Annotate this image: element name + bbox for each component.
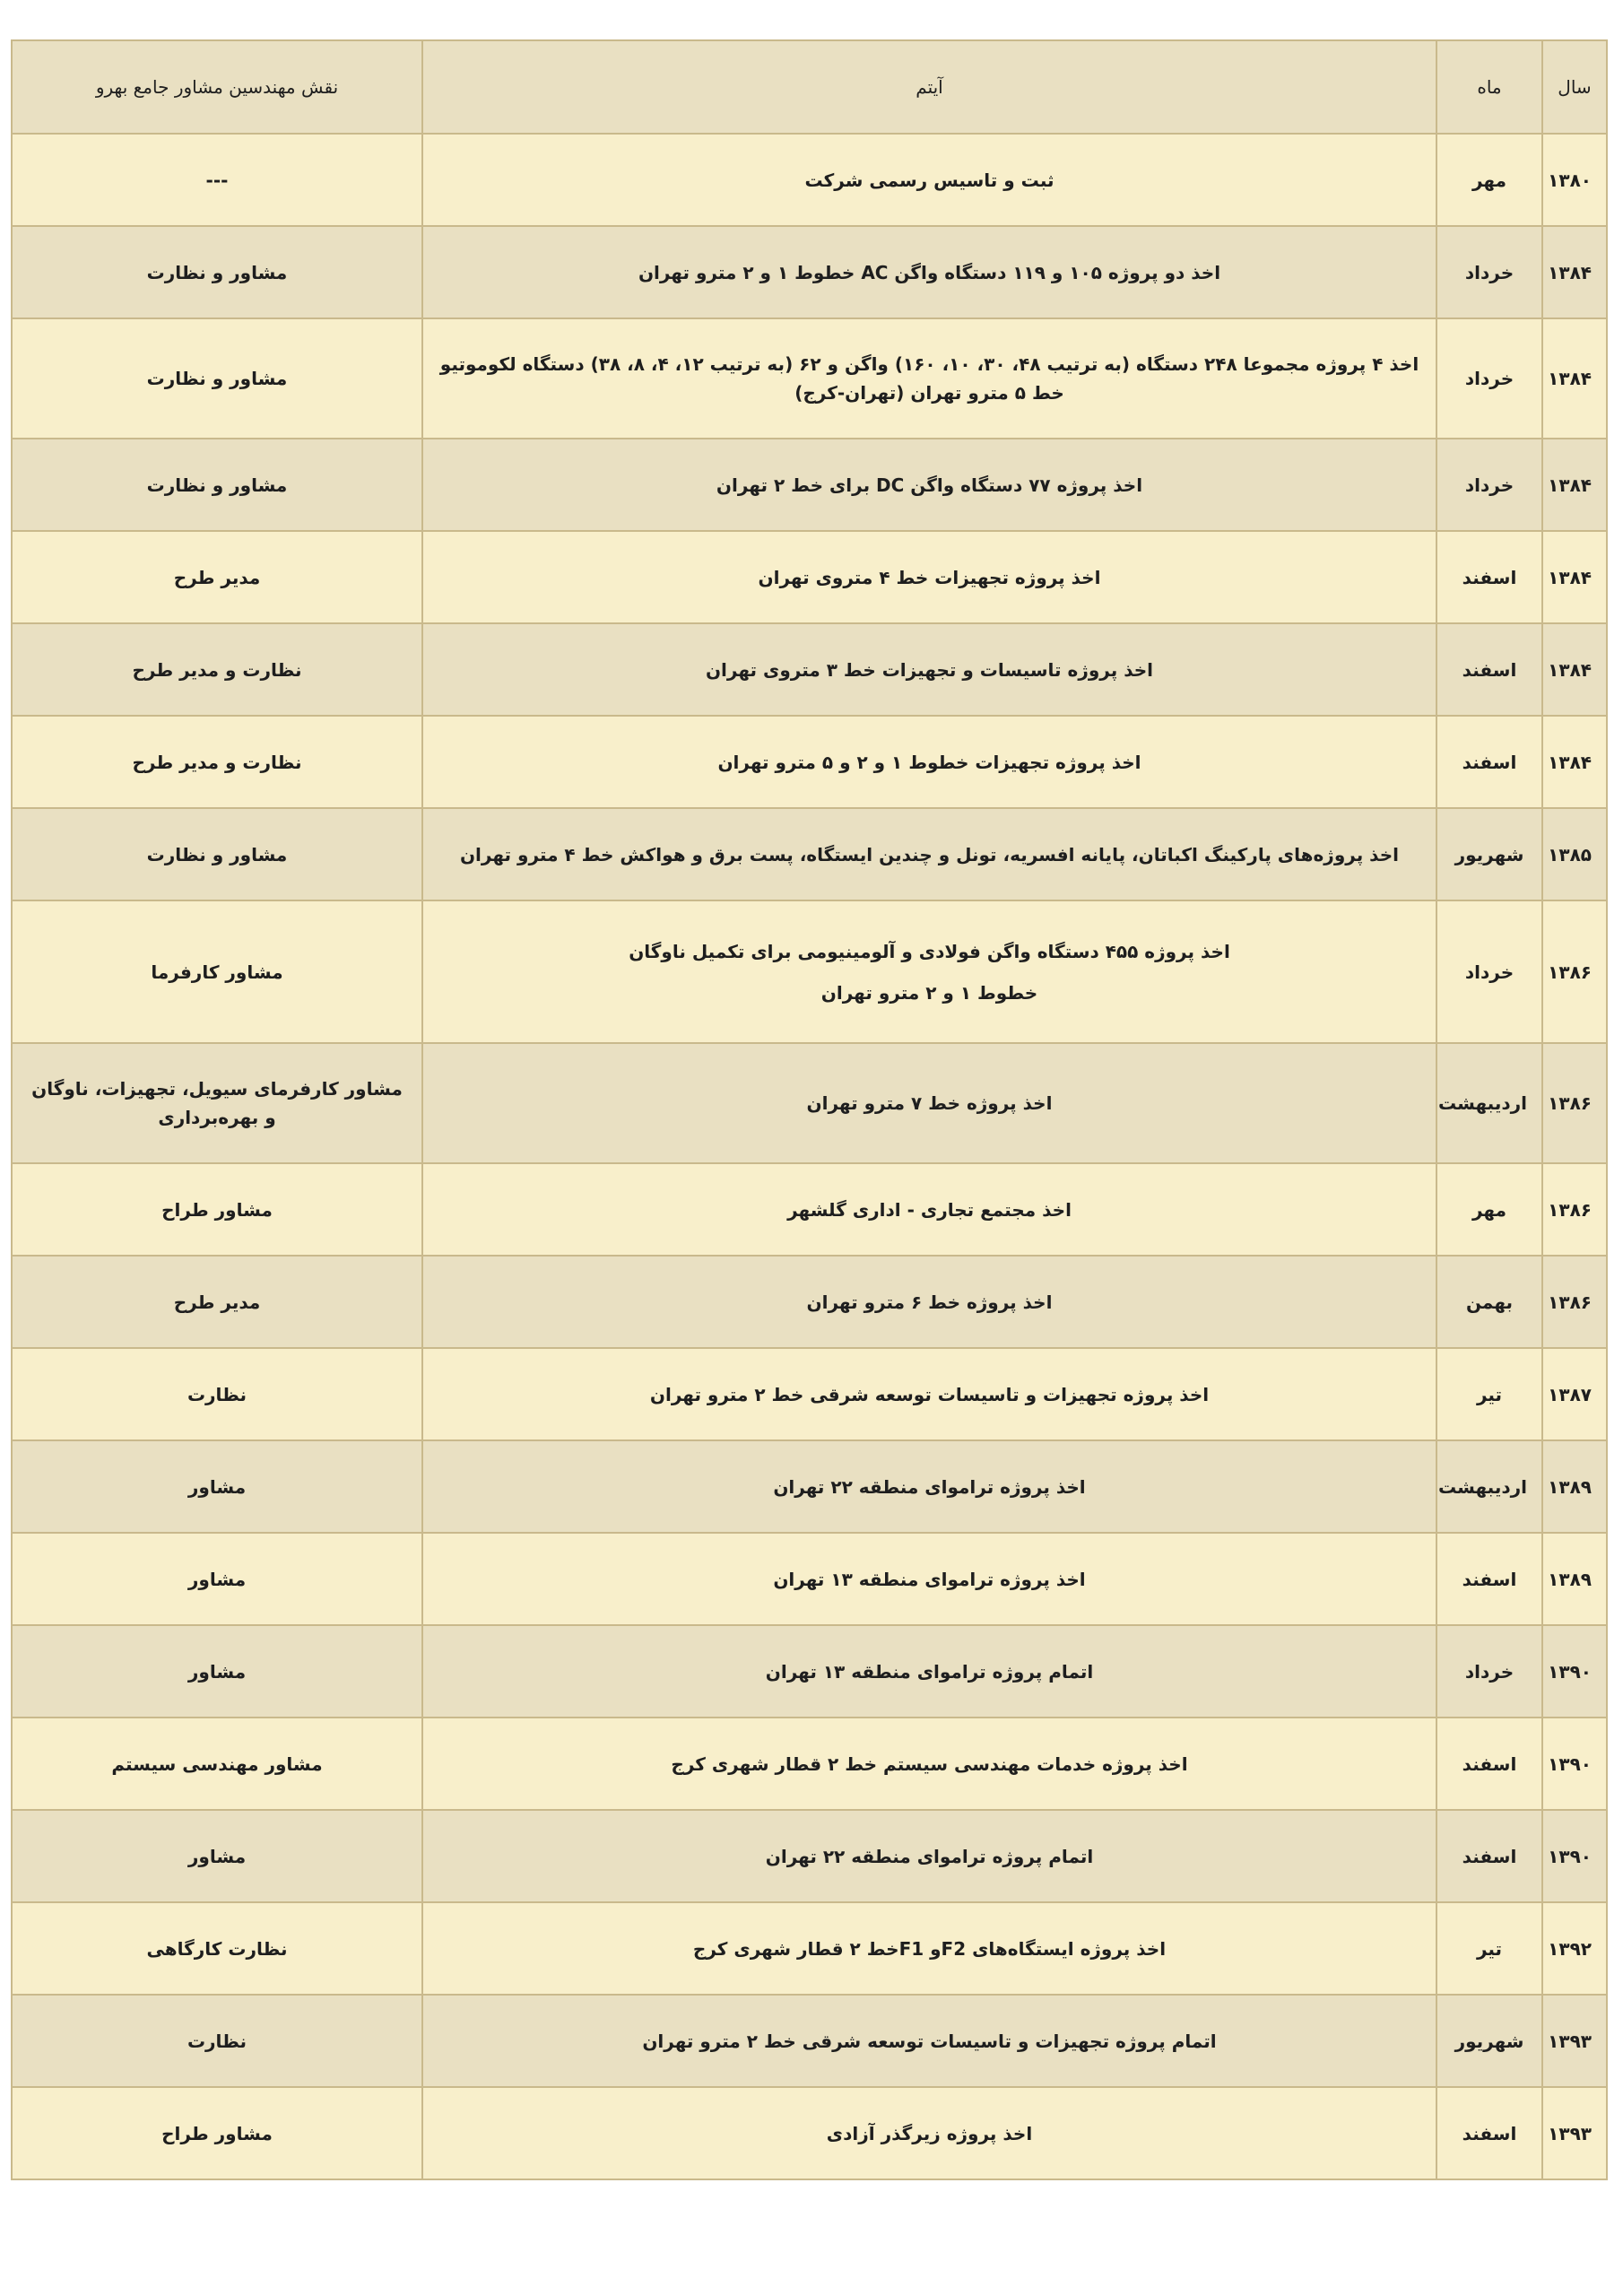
cell-month: اسفند xyxy=(1436,716,1542,808)
cell-year: ۱۳۹۰ xyxy=(1542,1810,1607,1902)
cell-item: اخذ پروژه زیرگذر آزادی xyxy=(422,2087,1436,2179)
cell-item: اخذ پروژه تجهیزات و تاسیسات توسعه شرقی خط ۲ مترو تهران xyxy=(422,1348,1436,1440)
cell-role: --- xyxy=(12,134,422,226)
cell-year: ۱۳۹۳ xyxy=(1542,2087,1607,2179)
cell-year: ۱۳۸۹ xyxy=(1542,1440,1607,1533)
table-row xyxy=(12,2087,1607,2179)
cell-year: ۱۳۸۴ xyxy=(1542,716,1607,808)
cell-role: مشاور کارفرمای سیویل، تجهیزات، ناوگان و بهره‌برداری xyxy=(12,1043,422,1163)
cell-role: نظارت xyxy=(12,1348,422,1440)
cell-role: مشاور xyxy=(12,1440,422,1533)
cell-month: خرداد xyxy=(1436,226,1542,318)
cell-role: نظارت xyxy=(12,1995,422,2087)
cell-item: اخذ پروژه تجهیزات خط ۴ متروی تهران xyxy=(422,531,1436,623)
cell-year: ۱۳۸۴ xyxy=(1542,439,1607,531)
cell-month: خرداد xyxy=(1436,1625,1542,1718)
cell-role: مدیر طرح xyxy=(12,1256,422,1348)
cell-role: نظارت و مدیر طرح xyxy=(12,623,422,716)
table-row xyxy=(12,1043,1607,1163)
cell-role: مشاور xyxy=(12,1625,422,1718)
cell-role: مدیر طرح xyxy=(12,531,422,623)
cell-month: بهمن xyxy=(1436,1256,1542,1348)
table-row xyxy=(12,1995,1607,2087)
cell-month: تیر xyxy=(1436,1348,1542,1440)
cell-role: مشاور xyxy=(12,1810,422,1902)
table-row xyxy=(12,1718,1607,1810)
cell-year: ۱۳۸۶ xyxy=(1542,1043,1607,1163)
table-header-row xyxy=(12,40,1607,134)
header-year: سال xyxy=(1542,40,1607,134)
header-month: ماه xyxy=(1436,40,1542,134)
cell-month: اسفند xyxy=(1436,1533,1542,1625)
cell-item: اتمام پروژه تجهیزات و تاسیسات توسعه شرقی خط ۲ مترو تهران xyxy=(422,1995,1436,2087)
cell-item: اخذ پروژه خدمات مهندسی سیستم خط ۲ قطار شهری کرج xyxy=(422,1718,1436,1810)
table-row xyxy=(12,1625,1607,1718)
table-row xyxy=(12,439,1607,531)
cell-role: مشاور و نظارت xyxy=(12,439,422,531)
table-row xyxy=(12,1256,1607,1348)
cell-month: خرداد xyxy=(1436,318,1542,439)
cell-month: خرداد xyxy=(1436,439,1542,531)
cell-role: مشاور و نظارت xyxy=(12,318,422,439)
cell-item: اخذ پروژه تراموای منطقه ۱۳ تهران xyxy=(422,1533,1436,1625)
cell-year: ۱۳۸۶ xyxy=(1542,1163,1607,1256)
cell-year: ۱۳۸۴ xyxy=(1542,318,1607,439)
cell-month: خرداد xyxy=(1436,900,1542,1043)
cell-item-line-1: اخذ پروژه ۴۵۵ دستگاه واگن فولادی و آلومینیومی برای تکمیل ناوگان xyxy=(629,940,1230,962)
cell-year: ۱۳۹۲ xyxy=(1542,1902,1607,1995)
table-row xyxy=(12,226,1607,318)
cell-item: اخذ پروژه ایستگاه‌های F2و F1خط ۲ قطار شهری کرج xyxy=(422,1902,1436,1995)
cell-item: اخذ مجتمع تجاری - اداری گلشهر xyxy=(422,1163,1436,1256)
cell-item: اخذ پروژه تجهیزات خطوط ۱ و ۲ و ۵ مترو تهران xyxy=(422,716,1436,808)
cell-year: ۱۳۹۰ xyxy=(1542,1718,1607,1810)
cell-year: ۱۳۸۴ xyxy=(1542,531,1607,623)
cell-year: ۱۳۸۷ xyxy=(1542,1348,1607,1440)
cell-month: مهر xyxy=(1436,134,1542,226)
cell-month: شهریور xyxy=(1436,1995,1542,2087)
cell-item: اخذ پروژه ۷۷ دستگاه واگن DC برای خط ۲ تهران xyxy=(422,439,1436,531)
cell-year: ۱۳۹۰ xyxy=(1542,1625,1607,1718)
cell-year: ۱۳۸۰ xyxy=(1542,134,1607,226)
cell-role: مشاور طراح xyxy=(12,2087,422,2179)
cell-item-line-2: خطوط ۱ و ۲ مترو تهران xyxy=(820,981,1038,1004)
cell-item: اخذ پروژه‌های پارکینگ اکباتان، پایانه افسریه، تونل و چندین ایستگاه، پست برق و هواکش خط ۴ مترو تهران xyxy=(422,808,1436,900)
cell-item xyxy=(422,900,1436,1043)
cell-month: اردیبهشت xyxy=(1436,1440,1542,1533)
cell-role: مشاور طراح xyxy=(12,1163,422,1256)
cell-year: ۱۳۹۳ xyxy=(1542,1995,1607,2087)
table-row xyxy=(12,808,1607,900)
cell-month: شهریور xyxy=(1436,808,1542,900)
cell-item: اتمام پروژه تراموای منطقه ۱۳ تهران xyxy=(422,1625,1436,1718)
cell-month: اسفند xyxy=(1436,531,1542,623)
cell-month: اسفند xyxy=(1436,623,1542,716)
cell-item: اخذ پروژه خط ۷ مترو تهران xyxy=(422,1043,1436,1163)
cell-month: اردیبهشت xyxy=(1436,1043,1542,1163)
table-row xyxy=(12,531,1607,623)
table-row xyxy=(12,1348,1607,1440)
cell-item: ثبت و تاسیس رسمی شرکت xyxy=(422,134,1436,226)
cell-month: مهر xyxy=(1436,1163,1542,1256)
table-row xyxy=(12,716,1607,808)
cell-item: اخذ دو پروژه ۱۰۵ و ۱۱۹ دستگاه واگن AC خطوط ۱ و ۲ مترو تهران xyxy=(422,226,1436,318)
table-row xyxy=(12,1902,1607,1995)
cell-year: ۱۳۸۶ xyxy=(1542,1256,1607,1348)
cell-item: اتمام پروژه تراموای منطقه ۲۲ تهران xyxy=(422,1810,1436,1902)
cell-month: اسفند xyxy=(1436,1810,1542,1902)
cell-year: ۱۳۸۵ xyxy=(1542,808,1607,900)
table-row xyxy=(12,900,1607,1043)
company-history-table xyxy=(11,39,1608,2180)
cell-year: ۱۳۸۴ xyxy=(1542,226,1607,318)
cell-item: اخذ پروژه خط ۶ مترو تهران xyxy=(422,1256,1436,1348)
table-row xyxy=(12,1533,1607,1625)
cell-role: مشاور مهندسی سیستم xyxy=(12,1718,422,1810)
cell-role: مشاور و نظارت xyxy=(12,808,422,900)
cell-item: اخذ پروژه تاسیسات و تجهیزات خط ۳ متروی تهران xyxy=(422,623,1436,716)
header-item: آیتم xyxy=(422,40,1436,134)
cell-month: اسفند xyxy=(1436,1718,1542,1810)
cell-role: مشاور و نظارت xyxy=(12,226,422,318)
cell-item: اخذ ۴ پروژه مجموعا ۲۴۸ دستگاه (به ترتیب ۴۸، ۳۰، ۱۰، ۱۶۰) واگن و ۶۲ (به ترتیب ۱۲، ۴، ۸، ۳۸) دستگاه لکوموتیو خط ۵ مترو تهران (تهران-کرج) xyxy=(422,318,1436,439)
header-role: نقش مهندسین مشاور جامع بهرو xyxy=(12,40,422,134)
table-row xyxy=(12,623,1607,716)
cell-year: ۱۳۸۹ xyxy=(1542,1533,1607,1625)
cell-role: نظارت و مدیر طرح xyxy=(12,716,422,808)
cell-role: مشاور کارفرما xyxy=(12,900,422,1043)
cell-month: اسفند xyxy=(1436,2087,1542,2179)
table-row xyxy=(12,1810,1607,1902)
cell-item: اخذ پروژه تراموای منطقه ۲۲ تهران xyxy=(422,1440,1436,1533)
table-row xyxy=(12,1163,1607,1256)
table-row xyxy=(12,318,1607,439)
table-row xyxy=(12,1440,1607,1533)
table-row xyxy=(12,134,1607,226)
cell-year: ۱۳۸۶ xyxy=(1542,900,1607,1043)
cell-year: ۱۳۸۴ xyxy=(1542,623,1607,716)
cell-month: تیر xyxy=(1436,1902,1542,1995)
cell-role: نظارت کارگاهی xyxy=(12,1902,422,1995)
cell-role: مشاور xyxy=(12,1533,422,1625)
